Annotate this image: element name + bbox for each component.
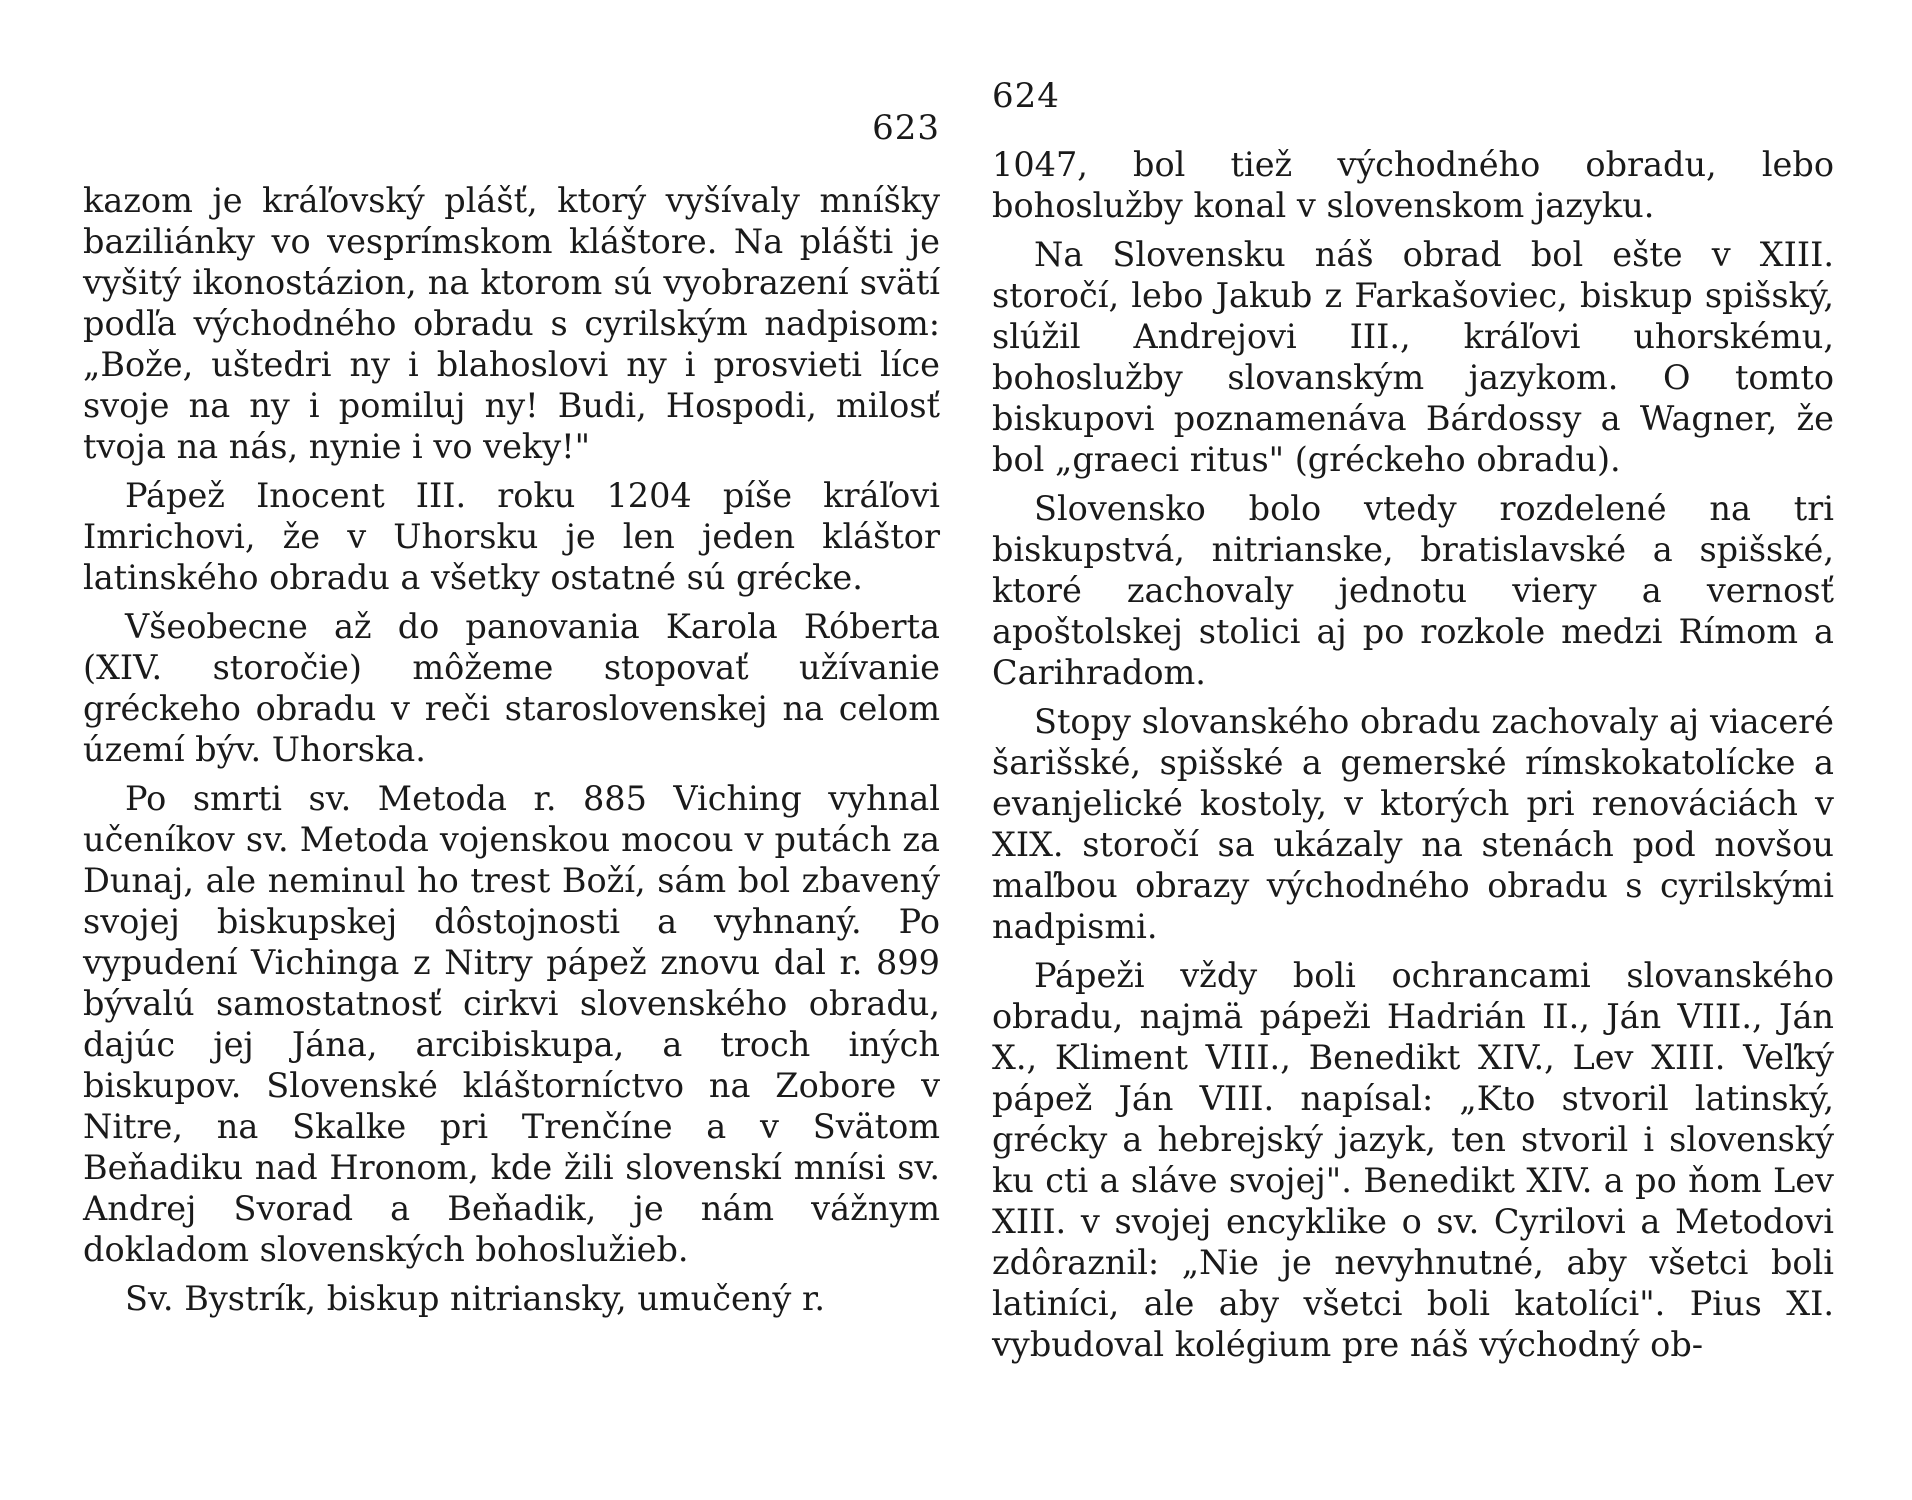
paragraph: Pápeži vždy boli ochrancami slovanského obradu, najmä pápeži Hadrián II., Ján VIII., Ján X., Kliment VIII., Benedikt XIV., Lev XIII. Veľký pápež Ján VIII. napísal: „Kto stvoril latinský, grécky a hebrejský jazyk, ten stvoril i slovenský ku cti a sláve svojej". Benedikt XIV. a po ňom Lev XIII. v svojej encyklike o sv. Cyrilovi a Metodovi zdôraznil: „Nie je nevyhnutné, aby všetci boli latiníci, ale aby všetci boli katolíci". Pius XI. vybudoval kolégium pre náš východný ob- bbox=[992, 956, 1834, 1364]
paragraph: 1047, bol tiež východného obradu, lebo bohoslužby konal v slovenskom jazyku. bbox=[992, 145, 1834, 225]
paragraph: Pápež Inocent III. roku 1204 píše kráľovi Imrichovi, že v Uhorsku je len jeden kláštor latinského obradu a všetky ostatné sú grécke. bbox=[83, 476, 940, 597]
paragraph: Po smrti sv. Metoda r. 885 Viching vyhnal učeníkov sv. Metoda vojenskou mocou v putách za Dunaj, ale neminul ho trest Boží, sám bol zbavený svojej biskupskej dôstojnosti a vyhnaný. Po vypudení Vichinga z Nitry pápež znovu dal r. 899 bývalú samostatnosť cirkvi slovenského obradu, dajúc jej Jána, arcibiskupa, a troch iných biskupov. Slovenské kláštorníctvo na Zobore v Nitre, na Skalke pri Trenčíne a v Svätom Beňadiku nad Hronom, kde žili slovenskí mnísi sv. Andrej Svorad a Beňadik, je nám vážnym dokladom slovenských bohoslužieb. bbox=[83, 779, 940, 1269]
left-page bbox=[83, 0, 940, 1500]
paragraph: Na Slovensku náš obrad bol ešte v XIII. storočí, lebo Jakub z Farkašoviec, biskup spišský, slúžil Andrejovi III., kráľovi uhorskému, bohoslužby slovanským jazykom. O tomto biskupovi poznamenáva Bárdossy a Wagner, že bol „graeci ritus" (gréckeho obradu). bbox=[992, 235, 1834, 479]
paragraph: Všeobecne až do panovania Karola Róberta (XIV. storočie) môžeme stopovať užívanie gréckeho obradu v reči staroslovenskej na celom území býv. Uhorska. bbox=[83, 607, 940, 769]
page-text bbox=[83, 180, 940, 1327]
page-number: 623 bbox=[872, 108, 940, 148]
right-page bbox=[992, 0, 1834, 1500]
paragraph: Slovensko bolo vtedy rozdelené na tri biskupstvá, nitrianske, bratislavské a spišské, ktoré zachovaly jednotu viery a vernosť apoštolskej stolici aj po rozkole medzi Rímom a Carihradom. bbox=[992, 489, 1834, 692]
page-number: 624 bbox=[992, 76, 1060, 116]
page-text bbox=[992, 144, 1834, 1373]
paragraph: Stopy slovanského obradu zachovaly aj viaceré šarišské, spišské a gemerské rímskokatolícke a evanjelické kostoly, v ktorých pri renováciách v XIX. storočí sa ukázaly na stenách pod novšou maľbou obrazy východného obradu s cyrilskými nadpismi. bbox=[992, 702, 1834, 946]
paragraph: kazom je kráľovský plášť, ktorý vyšívaly mníšky baziliánky vo vesprímskom kláštore. Na plášti je vyšitý ikonostázion, na ktorom sú vyobrazení svätí podľa východného obradu s cyrilským nadpisom: „Bože, uštedri ny i blahoslovi ny i prosvieti líce svoje na ny i pomiluj ny! Budi, Hospodi, milosť tvoja na nás, nynie i vo veky!" bbox=[83, 181, 940, 466]
paragraph: Sv. Bystrík, biskup nitriansky, umučený r. bbox=[125, 1279, 825, 1318]
